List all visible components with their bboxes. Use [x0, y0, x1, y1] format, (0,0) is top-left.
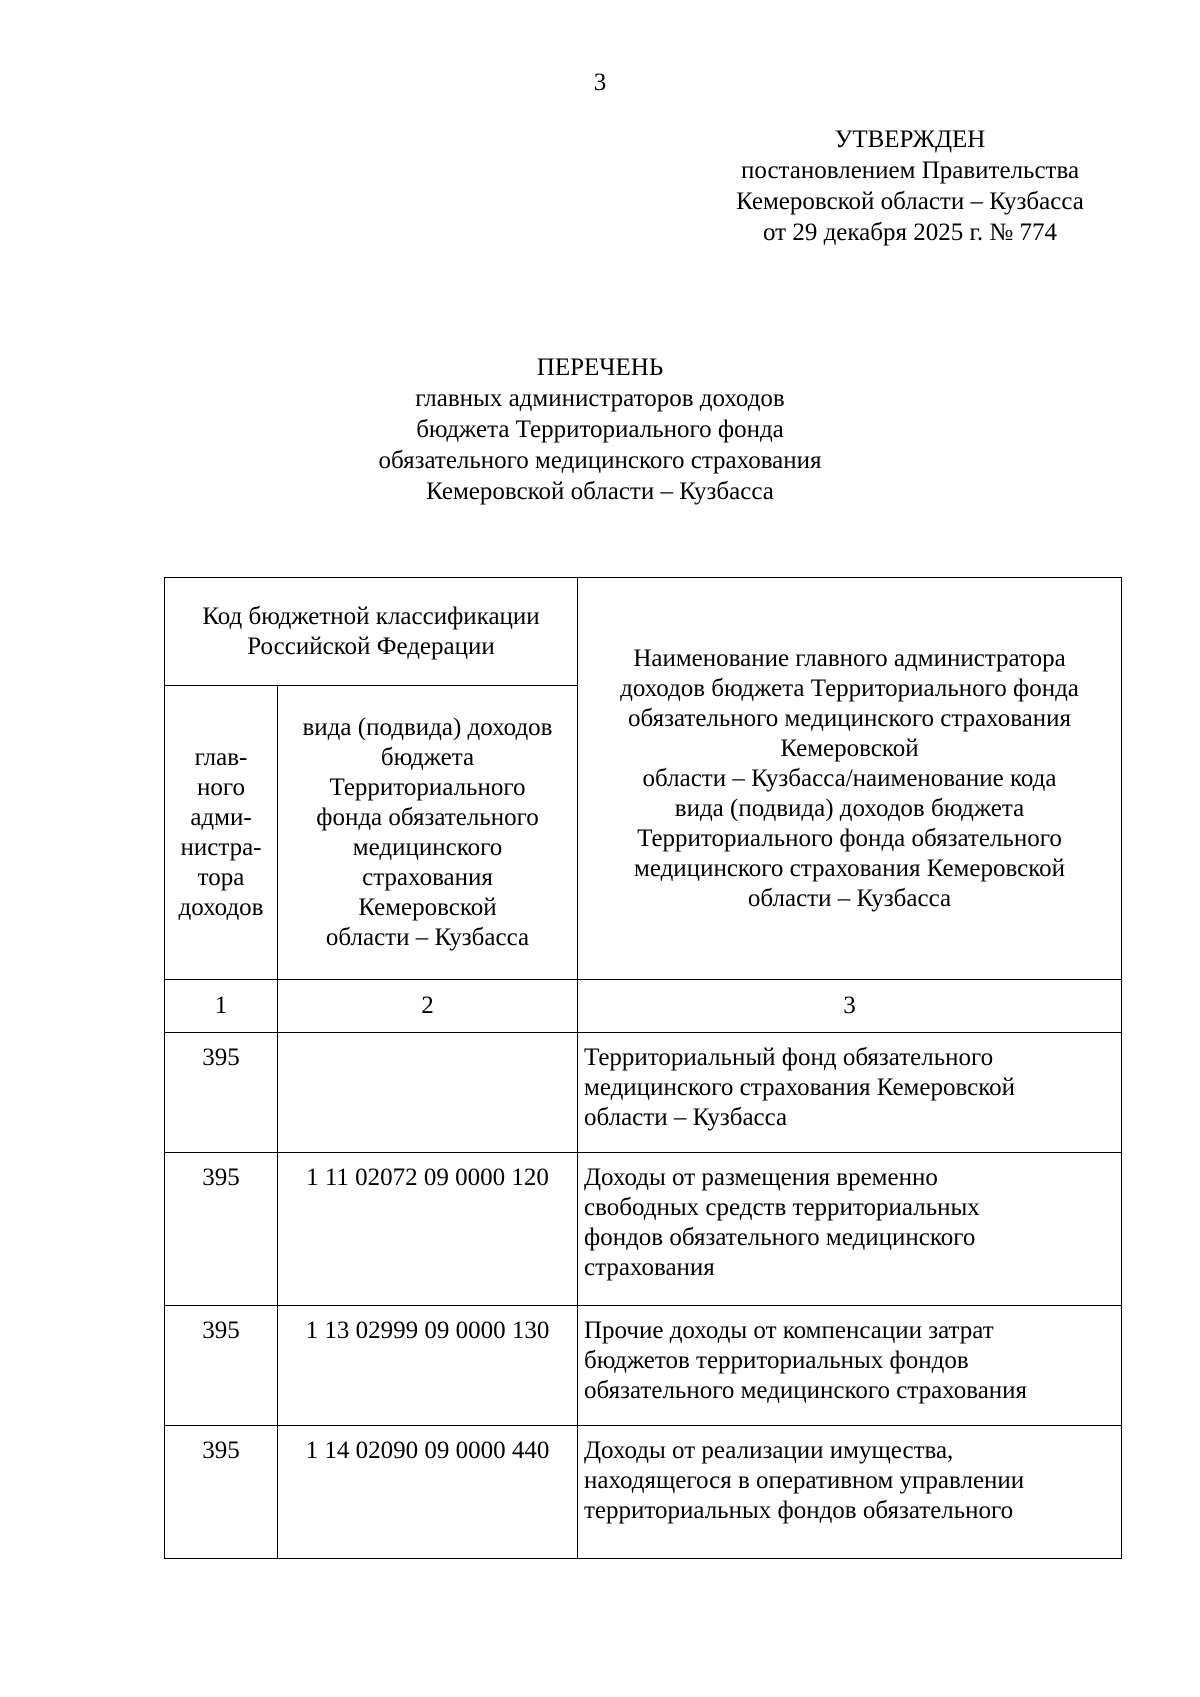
header-text: Кемеровской: [780, 734, 919, 762]
name-text: Доходы от размещения временно: [584, 1164, 938, 1191]
table-row: [165, 1306, 1122, 1426]
header-text: медицинского: [352, 833, 503, 861]
header-col2-cell: [278, 686, 578, 980]
table-row: [165, 1426, 1122, 1559]
header-text: адми-: [190, 803, 252, 831]
header-col3-cell: [578, 578, 1122, 980]
name-text: Территориальный фонд обязательного: [584, 1044, 994, 1071]
name-text: фондов обязательного медицинского: [584, 1224, 976, 1251]
title-line: бюджета Территориального фонда: [416, 416, 784, 443]
name-cell: [578, 1306, 1122, 1426]
name-text: Прочие доходы от компенсации затрат: [584, 1317, 994, 1344]
admin-code-cell: 395: [165, 1306, 278, 1426]
administrators-table: [164, 577, 1122, 1559]
header-text: обязательного медицинского страхования: [627, 704, 1072, 732]
name-text: Доходы от реализации имущества,: [584, 1437, 954, 1464]
header-text: доходов: [178, 893, 264, 921]
name-text: области – Кузбасса: [584, 1104, 788, 1131]
header-text: тора: [197, 863, 245, 891]
income-code-cell: 1 13 02999 09 0000 130: [278, 1306, 578, 1426]
column-number: 1: [165, 980, 278, 1033]
income-code-cell: 1 11 02072 09 0000 120: [278, 1153, 578, 1306]
column-number-row: [165, 980, 1122, 1033]
header-text: глав-: [194, 743, 248, 771]
title-line: главных администраторов доходов: [415, 385, 785, 412]
name-cell: [578, 1153, 1122, 1306]
header-text: нистра-: [180, 833, 262, 861]
table-row: [165, 1033, 1122, 1153]
header-text: вида (подвида) доходов бюджета: [674, 794, 1025, 822]
column-number: 2: [278, 980, 578, 1033]
name-text: медицинского страхования Кемеровской: [584, 1074, 1015, 1101]
header-text: Территориального: [329, 773, 526, 801]
page-number: 3: [593, 69, 607, 96]
header-text: страхования: [362, 863, 493, 891]
title-heading: ПЕРЕЧЕНЬ: [536, 354, 664, 381]
column-number: 3: [578, 980, 1122, 1033]
approval-line: УТВЕРЖДЕН: [834, 126, 986, 153]
header-text: Наименование главного администратора: [633, 644, 1066, 672]
header-text: Территориального фонда обязательного: [637, 824, 1062, 852]
header-text: фонда обязательного: [316, 803, 539, 831]
income-code-cell: [278, 1033, 578, 1153]
header-group-cell: [165, 578, 578, 686]
header-text: Кемеровской: [358, 893, 497, 921]
income-code-cell: 1 14 02090 09 0000 440: [278, 1426, 578, 1559]
document-title: [0, 352, 1200, 507]
title-line: Кемеровской области – Кузбасса: [426, 478, 774, 505]
name-cell: [578, 1426, 1122, 1559]
admin-code-cell: 395: [165, 1033, 278, 1153]
header-text: области – Кузбасса/наименование кода: [642, 764, 1057, 792]
name-text: обязательного медицинского страхования: [584, 1377, 1028, 1404]
approval-stamp: [730, 124, 1090, 248]
approval-line: от 29 декабря 2025 г. № 774: [762, 219, 1058, 246]
name-text: бюджетов территориальных фондов: [584, 1347, 969, 1374]
approval-line: постановлением Правительства: [740, 157, 1080, 184]
table-header-row: [165, 578, 1122, 686]
name-cell: [578, 1033, 1122, 1153]
header-text: вида (подвида) доходов: [302, 713, 553, 741]
name-text: свободных средств территориальных: [584, 1194, 980, 1221]
header-text: доходов бюджета Территориального фонда: [620, 674, 1079, 702]
header-text: области – Кузбасса: [325, 923, 530, 951]
name-text: территориальных фондов обязательного: [584, 1497, 1014, 1524]
name-text: находящегося в оперативном управлении: [584, 1467, 1025, 1494]
title-line: обязательного медицинского страхования: [378, 447, 822, 474]
admin-code-cell: 395: [165, 1426, 278, 1559]
header-text: области – Кузбасса: [747, 884, 952, 912]
admin-code-cell: 395: [165, 1153, 278, 1306]
name-text: страхования: [584, 1254, 715, 1281]
header-text: Российской Федерации: [247, 632, 495, 660]
header-text: медицинского страхования Кемеровской: [634, 854, 1065, 882]
header-col1-cell: [165, 686, 278, 980]
header-text: бюджета: [380, 743, 475, 771]
header-text: Код бюджетной классификации: [202, 602, 540, 630]
header-text: ного: [196, 773, 245, 801]
approval-line: Кемеровской области – Кузбасса: [736, 188, 1084, 215]
table-row: [165, 1153, 1122, 1306]
